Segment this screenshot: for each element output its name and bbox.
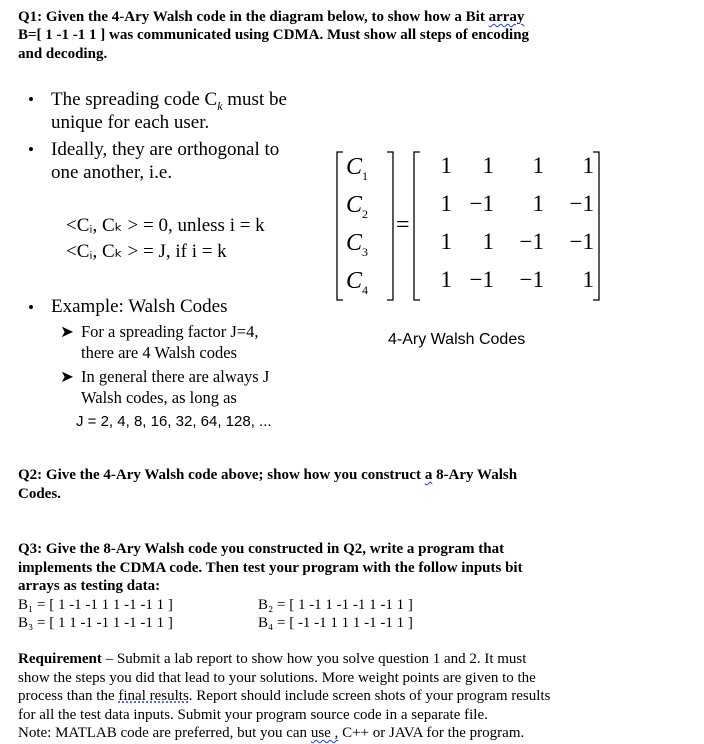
- matrix-cell-r4-c3: −1: [519, 267, 544, 292]
- code-c3: $C_3$: [346, 230, 369, 259]
- matrix-cell-r1-c3: 1: [532, 153, 544, 178]
- q2-marked-word: a: [424, 467, 433, 483]
- code-c1: $C_1$: [346, 154, 369, 183]
- bullet1-text: The spreading code C: [51, 89, 218, 110]
- test-array-b3: B₃ = [ 1 1 -1 -1 1 -1 -1 1 ]: [18, 615, 173, 631]
- matrix-cell-r1-c4: 1: [582, 153, 594, 178]
- matrix-cell-r3-c3: −1: [519, 229, 544, 254]
- req-line5: [18, 724, 524, 743]
- walsh-matrix-diagram: [330, 148, 620, 308]
- q2-line1: [18, 466, 517, 485]
- req-label: Requirement: [18, 651, 102, 667]
- q3-line2: implements the CDMA code. Then test your program with the follow inputs bit: [18, 560, 523, 576]
- q3-line3: arrays as testing data:: [18, 578, 161, 594]
- test-array-b4: B₄ = [ -1 -1 1 1 1 -1 -1 1 ]: [258, 615, 413, 631]
- orthogonality-eq1: <Cᵢ, Cₖ > = 0, unless i = k: [66, 215, 265, 236]
- bullet3-text: Example: Walsh Codes: [51, 296, 228, 317]
- sub1-line1: For a spreading factor J=4,: [81, 322, 259, 341]
- bullet-dot-1: •: [28, 90, 34, 109]
- req-line4: for all the test data inputs. Submit your program source code in a separate file.: [18, 707, 488, 723]
- req-line3-start: process than the: [18, 688, 119, 704]
- bullet1-line2: unique for each user.: [51, 112, 210, 133]
- q1-line3: and decoding.: [18, 46, 108, 62]
- req-line3-end: . Report should include screen shots of your program results: [188, 688, 551, 704]
- bullet-dot-2: •: [28, 140, 34, 159]
- sub2-line2: Walsh codes, as long as: [81, 388, 237, 407]
- bullet2-line1: Ideally, they are orthogonal to: [51, 139, 280, 160]
- q2-line1-text: Q2: Give the 4-Ary Walsh code above; show how you construct: [18, 467, 425, 483]
- q2-line2: Codes.: [18, 486, 61, 502]
- q1-line1-marked-word: array: [488, 9, 525, 25]
- orthogonality-eq2: <Cᵢ, Cₖ > = J, if i = k: [66, 241, 227, 262]
- test-array-b1: B₁ = [ 1 -1 -1 1 1 -1 -1 1 ]: [18, 597, 173, 613]
- matrix-caption: 4-Ary Walsh Codes: [388, 331, 526, 348]
- req-line2: show the steps you did that lead to your solutions. More weight points are given to the: [18, 670, 536, 686]
- matrix-cell-r2-c2: −1: [469, 191, 494, 216]
- matrix-cell-r2-c1: 1: [440, 191, 452, 216]
- matrix-cell-r2-c3: 1: [532, 191, 544, 216]
- q1-line2: B=[ 1 -1 -1 1 ] was communicated using CDMA. Must show all steps of encoding: [18, 27, 530, 43]
- matrix-cell-r3-c4: −1: [569, 229, 594, 254]
- req-line5-end: C++ or JAVA for the program.: [338, 725, 525, 741]
- q1-line1-text: Q1: Given the 4-Ary Walsh code in the diagram below, to show how a Bit: [18, 9, 489, 25]
- matrix-cell-r1-c1: 1: [440, 153, 452, 178]
- bullet-dot-3: •: [28, 298, 34, 317]
- req-marked-use: use ,: [310, 725, 339, 741]
- sub1-line2: there are 4 Walsh codes: [81, 343, 237, 362]
- bullet1-subscript: k: [217, 98, 223, 113]
- bullet2-line2: one another, i.e.: [51, 162, 173, 183]
- matrix-cell-r2-c4: −1: [569, 191, 594, 216]
- matrix-cell-r3-c1: 1: [440, 229, 452, 254]
- code-c2: $C_2$: [346, 192, 369, 221]
- code-c4: $C_4$: [346, 268, 369, 297]
- sub2-line3: J = 2, 4, 8, 16, 32, 64, 128, ...: [76, 413, 272, 430]
- equals-sign: =: [396, 212, 410, 238]
- sub2-line1: In general there are always J: [81, 367, 270, 386]
- matrix-cell-r4-c2: −1: [469, 267, 494, 292]
- arrow-bullet-2-icon: ➤: [60, 367, 74, 386]
- arrow-bullet-1-icon: ➤: [60, 322, 74, 341]
- q3-line1: Q3: Give the 8-Ary Walsh code you constructed in Q2, write a program that: [18, 541, 505, 557]
- req-line3: [18, 687, 550, 706]
- req-marked-phrase: final results: [118, 688, 189, 704]
- req-line5-start: Note: MATLAB code are preferred, but you can: [18, 725, 311, 741]
- matrix-cell-r3-c2: 1: [482, 229, 494, 254]
- q1-line1: [18, 8, 524, 27]
- bullet1-rest: must be: [222, 89, 287, 110]
- req-line1-text: – Submit a lab report to show how you solve question 1 and 2. It must: [101, 651, 527, 667]
- test-array-b2: B₂ = [ 1 -1 1 -1 -1 1 -1 1 ]: [258, 597, 413, 613]
- matrix-cell-r4-c1: 1: [440, 267, 452, 292]
- q2-line1-end: 8-Ary Walsh: [432, 467, 518, 483]
- matrix-cell-r1-c2: 1: [482, 153, 494, 178]
- matrix-cell-r4-c4: 1: [582, 267, 594, 292]
- req-line1: [18, 650, 526, 669]
